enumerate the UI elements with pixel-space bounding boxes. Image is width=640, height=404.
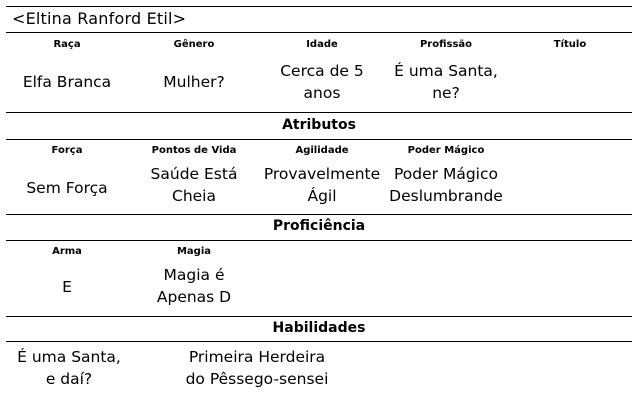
divider: [6, 214, 632, 215]
section-skills: Habilidades: [272, 320, 366, 336]
divider: [6, 112, 632, 113]
value-strength: Sem Força: [26, 179, 108, 197]
value-hit-points: Saúde Está Cheia: [150, 165, 238, 205]
divider: [6, 6, 632, 7]
value-magic-power: Poder Mágico Deslumbrande: [389, 165, 503, 205]
value-weapon: E: [62, 278, 72, 296]
header-magic: Magia: [176, 246, 212, 257]
value-profession: É uma Santa, ne?: [394, 62, 498, 102]
header-weapon: Arma: [52, 246, 82, 257]
value-agility: Provavelmente Ágil: [263, 165, 381, 205]
skill-item: É uma Santa, e daí?: [17, 348, 121, 388]
section-attributes: Atributos: [282, 117, 356, 133]
header-age: Idade: [306, 39, 338, 50]
character-name-title: <Eltina Ranford Etil>: [12, 9, 187, 28]
value-gender: Mulher?: [163, 73, 225, 91]
header-magic-power: Poder Mágico: [407, 145, 485, 156]
value-age: Cerca de 5 anos: [280, 62, 364, 102]
skill-item: Primeira Herdeira do Pêssego-sensei: [185, 348, 329, 388]
divider: [6, 240, 632, 241]
value-magic: Magia é Apenas D: [156, 266, 232, 306]
divider: [6, 32, 632, 33]
header-gender: Gênero: [173, 39, 215, 50]
header-hit-points: Pontos de Vida: [151, 145, 237, 156]
divider: [6, 341, 632, 342]
value-race: Elfa Branca: [22, 73, 112, 91]
header-strength: Força: [51, 145, 83, 156]
header-profession: Profissão: [419, 39, 473, 50]
section-proficiency: Proficiência: [272, 218, 366, 234]
divider: [6, 139, 632, 140]
divider: [6, 316, 632, 317]
header-title: Título: [553, 39, 587, 50]
header-agility: Agilidade: [295, 145, 349, 156]
header-race: Raça: [53, 39, 81, 50]
